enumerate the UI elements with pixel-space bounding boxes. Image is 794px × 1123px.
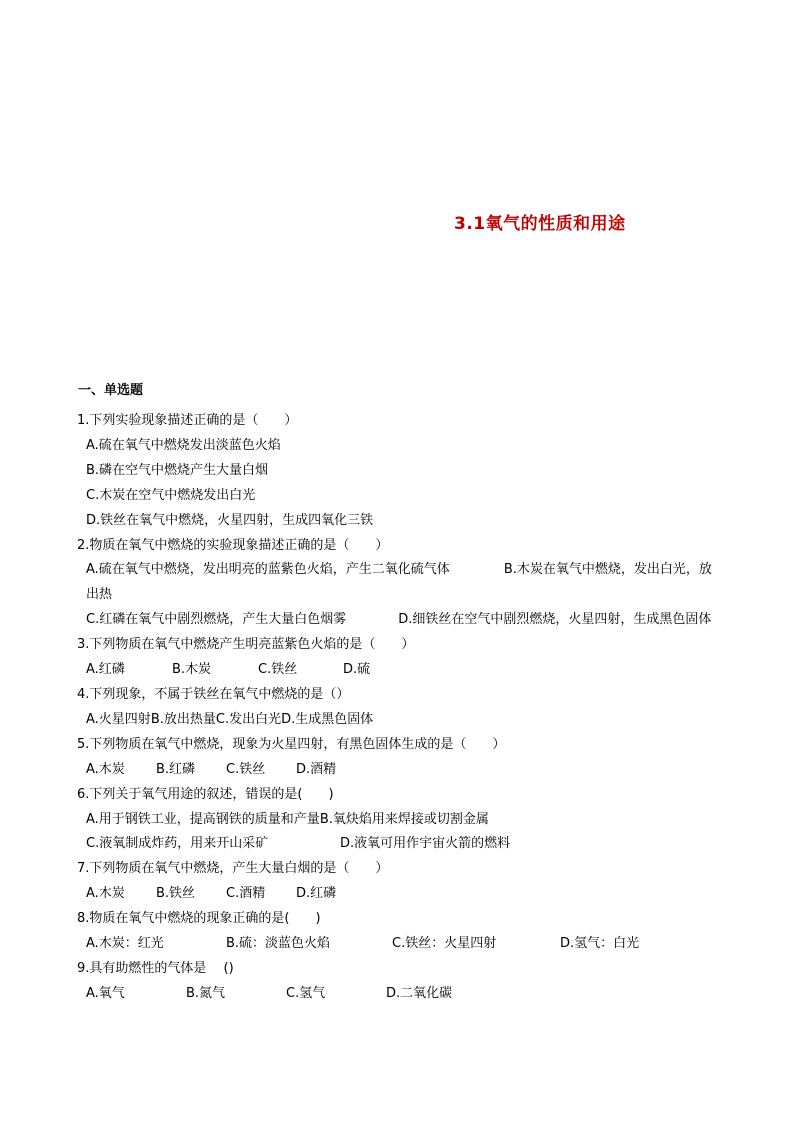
question-2-option-d: D.细铁丝在空气中剧烈燃烧，火星四射，生成黑色固体 [398,612,712,628]
question-7-stem: 7.下列物质在氧气中燃烧，产生大量白烟的是（ ） [77,861,389,877]
question-8-option-d: D.氢气：白光 [560,936,640,952]
document-title: 3.1氧气的性质和用途 [454,214,626,234]
question-2-option-c: C.红磷在氧气中剧烈燃烧，产生大量白色烟雾 [86,612,347,628]
question-4-options [77,708,722,733]
question-5-option-d: D.酒精 [296,761,337,777]
question-3-option-d: D.硫 [343,662,371,678]
question-2-option-b: B.木炭在氧气中燃烧，发出白光，放出热 [86,562,712,603]
question-3-option-b: B.木炭 [172,662,212,678]
question-6-options-cd [77,832,722,857]
question-8-stem: 8.物质在氧气中燃烧的现象正确的是( ) [77,911,321,927]
question-2-options-ab [77,558,722,608]
question-5-option-b: B.红磷 [156,761,196,777]
question-3-option-c: C.铁丝 [258,662,298,678]
question-4-option-b: B.放出热量 [150,711,216,727]
question-5-option-a: A.木炭 [86,761,125,777]
question-1-stem: 1.下列实验现象描述正确的是（ ） [77,413,298,428]
question-1-option-d: D.铁丝在氧气中燃烧，火星四射，生成四氧化三铁 [86,512,374,528]
question-3-option-a: A.红磷 [86,662,125,678]
question-3-options [77,658,722,683]
question-6-stem: 6.下列关于氧气用途的叙述，错误的是( ) [77,786,334,802]
question-8-option-a: A.木炭：红光 [86,936,164,952]
question-4-option-c: C.发出白光 [215,711,282,727]
question-5-stem: 5.下列物质在氧气中燃烧，现象为火星四射，有黑色固体生成的是（ ） [77,736,506,752]
question-1-option-b: B.磷在空气中燃烧产生大量白烟 [86,462,269,478]
question-7-options [77,882,722,907]
question-1-option-a: A.硫在氧气中燃烧发出淡蓝色火焰 [86,437,281,453]
question-8-option-c: C.铁丝：火星四射 [392,936,497,952]
question-9-option-d: D.二氧化碳 [386,985,453,1001]
question-4-option-a: A.火星四射 [86,711,151,727]
question-2-stem: 2.物质在氧气中燃烧的实验现象描述正确的是（ ） [77,537,389,553]
question-5-options [77,758,722,783]
question-5-option-c: C.铁丝 [226,761,266,777]
section-heading: 一、单选题 [78,383,144,398]
question-9-option-b: B.氮气 [186,985,226,1001]
question-2-options-cd [77,608,722,633]
question-6-option-b: B.氧炔焰用来焊接或切割金属 [319,811,489,827]
question-1-option-c: C.木炭在空气中燃烧发出白光 [86,487,256,503]
question-9-stem: 9.具有助燃性的气体是 () [77,960,234,976]
question-4-option-d: D.生成黑色固体 [281,711,374,727]
question-2-option-a: A.硫在氧气中燃烧，发出明亮的蓝紫色火焰，产生二氧化硫气体 [86,562,450,578]
question-6-option-c: C.液氧制成炸药，用来开山采矿 [86,836,269,852]
question-7-option-d: D.红磷 [296,886,337,902]
question-9-option-c: C.氢气 [286,985,326,1001]
question-4-stem: 4.下列现象，不属于铁丝在氧气中燃烧的是（） [77,686,350,702]
question-8-options [77,932,722,957]
question-3-stem: 3.下列物质在氧气中燃烧产生明亮蓝紫色火焰的是（ ） [77,637,415,653]
question-7-option-b: B.铁丝 [156,886,196,902]
question-9-options [77,982,722,1007]
question-7-option-c: C.酒精 [226,886,266,902]
question-list [77,409,722,1007]
question-8-option-b: B.硫：淡蓝色火焰 [226,936,331,952]
question-6-options-ab [77,808,722,833]
question-6-option-a: A.用于钢铁工业，提高钢铁的质量和产量 [86,811,320,827]
question-9-option-a: A.氧气 [86,985,125,1001]
question-7-option-a: A.木炭 [86,886,125,902]
question-6-option-d: D.液氧可用作宇宙火箭的燃料 [340,836,511,852]
